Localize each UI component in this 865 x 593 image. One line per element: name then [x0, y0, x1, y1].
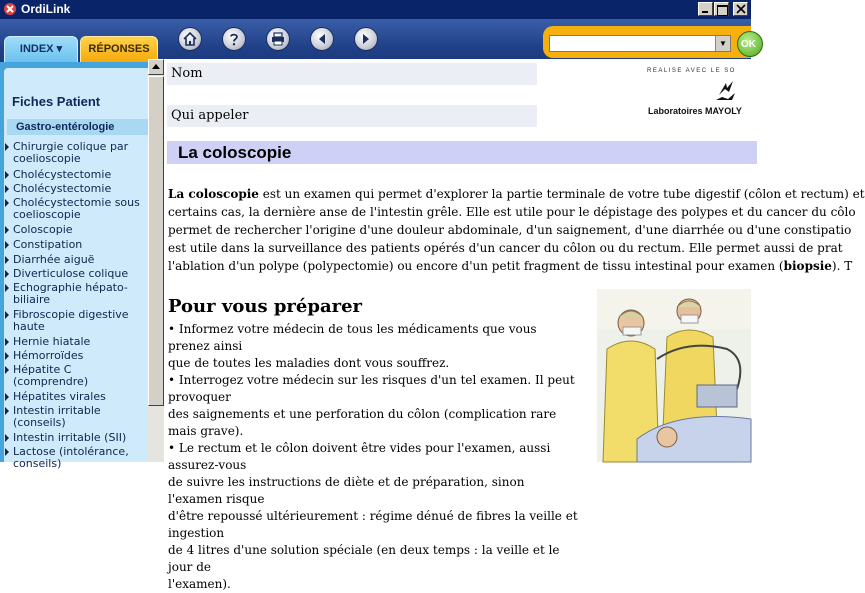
prep-line: l'examen). — [168, 577, 231, 591]
arrow-right-icon — [5, 241, 9, 249]
minimize-button[interactable] — [698, 2, 713, 16]
field-nom: Nom — [167, 63, 537, 85]
prep-line: des saignements et une perforation du côlon (complication rare mais grave). — [168, 407, 557, 438]
sidebar-scrollbar[interactable] — [148, 59, 164, 462]
intro-line: est un examen qui permet d'explorer la partie terminale de votre tube digestif (côlon et rectum) et — [258, 187, 865, 201]
sidebar-item-hemorroides[interactable] — [4, 350, 148, 362]
maximize-icon — [717, 5, 728, 16]
page-title: La coloscopie — [167, 141, 757, 164]
arrow-right-icon — [5, 311, 9, 319]
prep-line: • Le rectum et le côlon doivent être vides pour l'examen, aussi assurez-vous — [168, 441, 551, 472]
sidebar-item-label: Constipation — [13, 238, 83, 251]
intro-bold-biopsie: biopsie — [783, 259, 832, 273]
arrow-right-icon — [5, 256, 9, 264]
sidebar-item-label: Hépatites virales — [13, 390, 106, 403]
app-icon — [3, 2, 17, 16]
sidebar-item-hernie-hiatale[interactable] — [4, 336, 148, 348]
sidebar-panel — [4, 68, 148, 470]
arrow-right-icon — [5, 393, 9, 401]
sidebar — [0, 62, 148, 470]
arrow-right-icon — [5, 338, 9, 346]
minimize-icon — [702, 11, 708, 13]
window-title: OrdiLink — [21, 2, 71, 16]
sidebar-item-chirurgie-colique[interactable] — [4, 141, 148, 165]
home-icon — [182, 31, 198, 47]
maximize-button[interactable] — [714, 2, 729, 16]
intro-line-end: ). T — [831, 259, 853, 273]
ok-button[interactable]: OK — [737, 31, 763, 57]
arrow-right-icon — [5, 434, 9, 442]
sidebar-item-label: Hépatite C (comprendre) — [13, 363, 89, 388]
arrow-right-icon — [5, 185, 9, 193]
sidebar-item-coloscopie[interactable] — [4, 224, 148, 236]
search-select[interactable] — [549, 35, 731, 52]
sidebar-item-hepatites-virales[interactable] — [4, 391, 148, 403]
sidebar-item-label: Diarrhée aiguë — [13, 253, 95, 266]
sidebar-item-diarrhee[interactable] — [4, 254, 148, 266]
sidebar-item-label: Echographie hépato-biliaire — [13, 281, 128, 306]
illustration-medical-staff — [597, 289, 751, 462]
arrow-right-icon — [5, 366, 9, 374]
sidebar-item-label: Cholécystectomie sous coelioscopie — [13, 196, 140, 221]
sidebar-item-hepatite-c[interactable] — [4, 364, 148, 388]
scroll-up-button[interactable] — [148, 59, 164, 75]
prep-line: de 4 litres d'une solution spéciale (en deux temps : la veille et le jour de — [168, 543, 560, 574]
category-header[interactable]: Gastro-entérologie — [7, 119, 148, 135]
intro-bold-term: La coloscopie — [168, 187, 259, 201]
back-icon — [314, 31, 330, 47]
sidebar-item-label: Coloscopie — [13, 223, 73, 236]
sidebar-item-label: Hémorroïdes — [13, 349, 84, 362]
sidebar-item-label: Lactose (intolérance, conseils) — [13, 445, 129, 470]
sponsor-label: REALISE AVEC LE SO — [647, 68, 736, 74]
sidebar-item-lactose[interactable] — [4, 446, 148, 470]
prep-line: d'être repoussé ultérieurement : régime dénué de fibres la veille et ingestion — [168, 509, 578, 540]
arrow-right-icon — [5, 199, 9, 207]
help-button[interactable] — [222, 27, 246, 51]
intro-line: permet de rechercher l'origine d'une douleur abdominale, d'un saignement, d'une diarrhée ou d'une constipatio — [168, 223, 852, 237]
sidebar-item-intestin-sii[interactable] — [4, 432, 148, 444]
arrow-right-icon — [5, 270, 9, 278]
arrow-right-icon — [5, 352, 9, 360]
tab-index[interactable]: INDEX ▾ — [4, 36, 78, 62]
sidebar-item-cholecystectomie-2[interactable] — [4, 183, 148, 195]
intro-line: l'ablation d'un polype (polypectomie) ou encore d'un petit fragment de tissu intestinal pour examen ( — [168, 259, 784, 273]
chevron-down-icon[interactable]: ▼ — [715, 36, 730, 51]
prep-line: que de toutes les maladies dont vous souffrez. — [168, 356, 450, 370]
section-title: Pour vous préparer — [168, 296, 363, 317]
print-icon — [270, 31, 286, 47]
arrow-right-icon — [5, 407, 9, 415]
field-qui-appeler: Qui appeler — [167, 105, 537, 127]
sidebar-item-cholecystectomie-coelio[interactable] — [4, 197, 148, 221]
sidebar-item-label: Intestin irritable (SII) — [13, 431, 127, 444]
home-button[interactable] — [178, 27, 202, 51]
close-button[interactable] — [733, 2, 748, 16]
sidebar-item-cholecystectomie-1[interactable] — [4, 169, 148, 181]
prep-line: • Interrogez votre médecin sur les risques d'un tel examen. Il peut provoquer — [168, 373, 575, 404]
tab-reponses[interactable]: RÉPONSES — [80, 36, 158, 62]
title-bar — [0, 0, 751, 19]
sidebar-item-label: Chirurgie colique par coelioscopie — [13, 140, 129, 165]
sidebar-item-label: Intestin irritable (conseils) — [13, 404, 101, 429]
intro-line: certains cas, la dernière anse de l'intestin grêle. Elle est utile pour le dépistage des polypes et du cancer du côlo — [168, 205, 856, 219]
arrow-right-icon — [5, 143, 9, 151]
arrow-right-icon — [5, 284, 9, 292]
content-pane — [164, 59, 865, 591]
sidebar-item-label: Fibroscopie digestive haute — [13, 308, 129, 333]
sidebar-item-intestin-conseils[interactable] — [4, 405, 148, 429]
arrow-right-icon — [5, 171, 9, 179]
sidebar-item-label: Cholécystectomie — [13, 168, 112, 181]
prep-line: de suivre les instructions de diète et de préparation, sinon l'examen risque — [168, 475, 525, 506]
arrow-right-icon — [5, 448, 9, 456]
sidebar-item-label: Diverticulose colique — [13, 267, 129, 280]
intro-paragraph — [168, 185, 865, 275]
scroll-thumb[interactable] — [148, 76, 164, 406]
sidebar-item-echographie[interactable] — [4, 282, 148, 306]
arrow-up-icon — [152, 64, 160, 69]
close-icon — [737, 5, 745, 13]
forward-button[interactable] — [354, 27, 378, 51]
sponsor-name: Laboratoires MAYOLY — [648, 106, 742, 116]
intro-line: est utile dans la surveillance des patients opérés d'un cancer du côlon ou du rectum. Elle permet aussi de prat — [168, 241, 843, 255]
sponsor-logo-icon — [713, 79, 739, 103]
print-button[interactable] — [266, 27, 290, 51]
sidebar-heading: Fiches Patient — [12, 94, 101, 109]
sidebar-item-label: Cholécystectomie — [13, 182, 112, 195]
back-button[interactable] — [310, 27, 334, 51]
sidebar-item-fibroscopie[interactable] — [4, 309, 148, 333]
arrow-right-icon — [5, 226, 9, 234]
forward-icon — [358, 31, 374, 47]
preparation-list — [168, 321, 578, 593]
sidebar-item-diverticulose[interactable] — [4, 268, 148, 280]
help-icon — [226, 31, 242, 47]
sidebar-item-label: Hernie hiatale — [13, 335, 91, 348]
prep-line: • Informez votre médecin de tous les médicaments que vous prenez ainsi — [168, 322, 537, 353]
sidebar-item-constipation[interactable] — [4, 239, 148, 251]
